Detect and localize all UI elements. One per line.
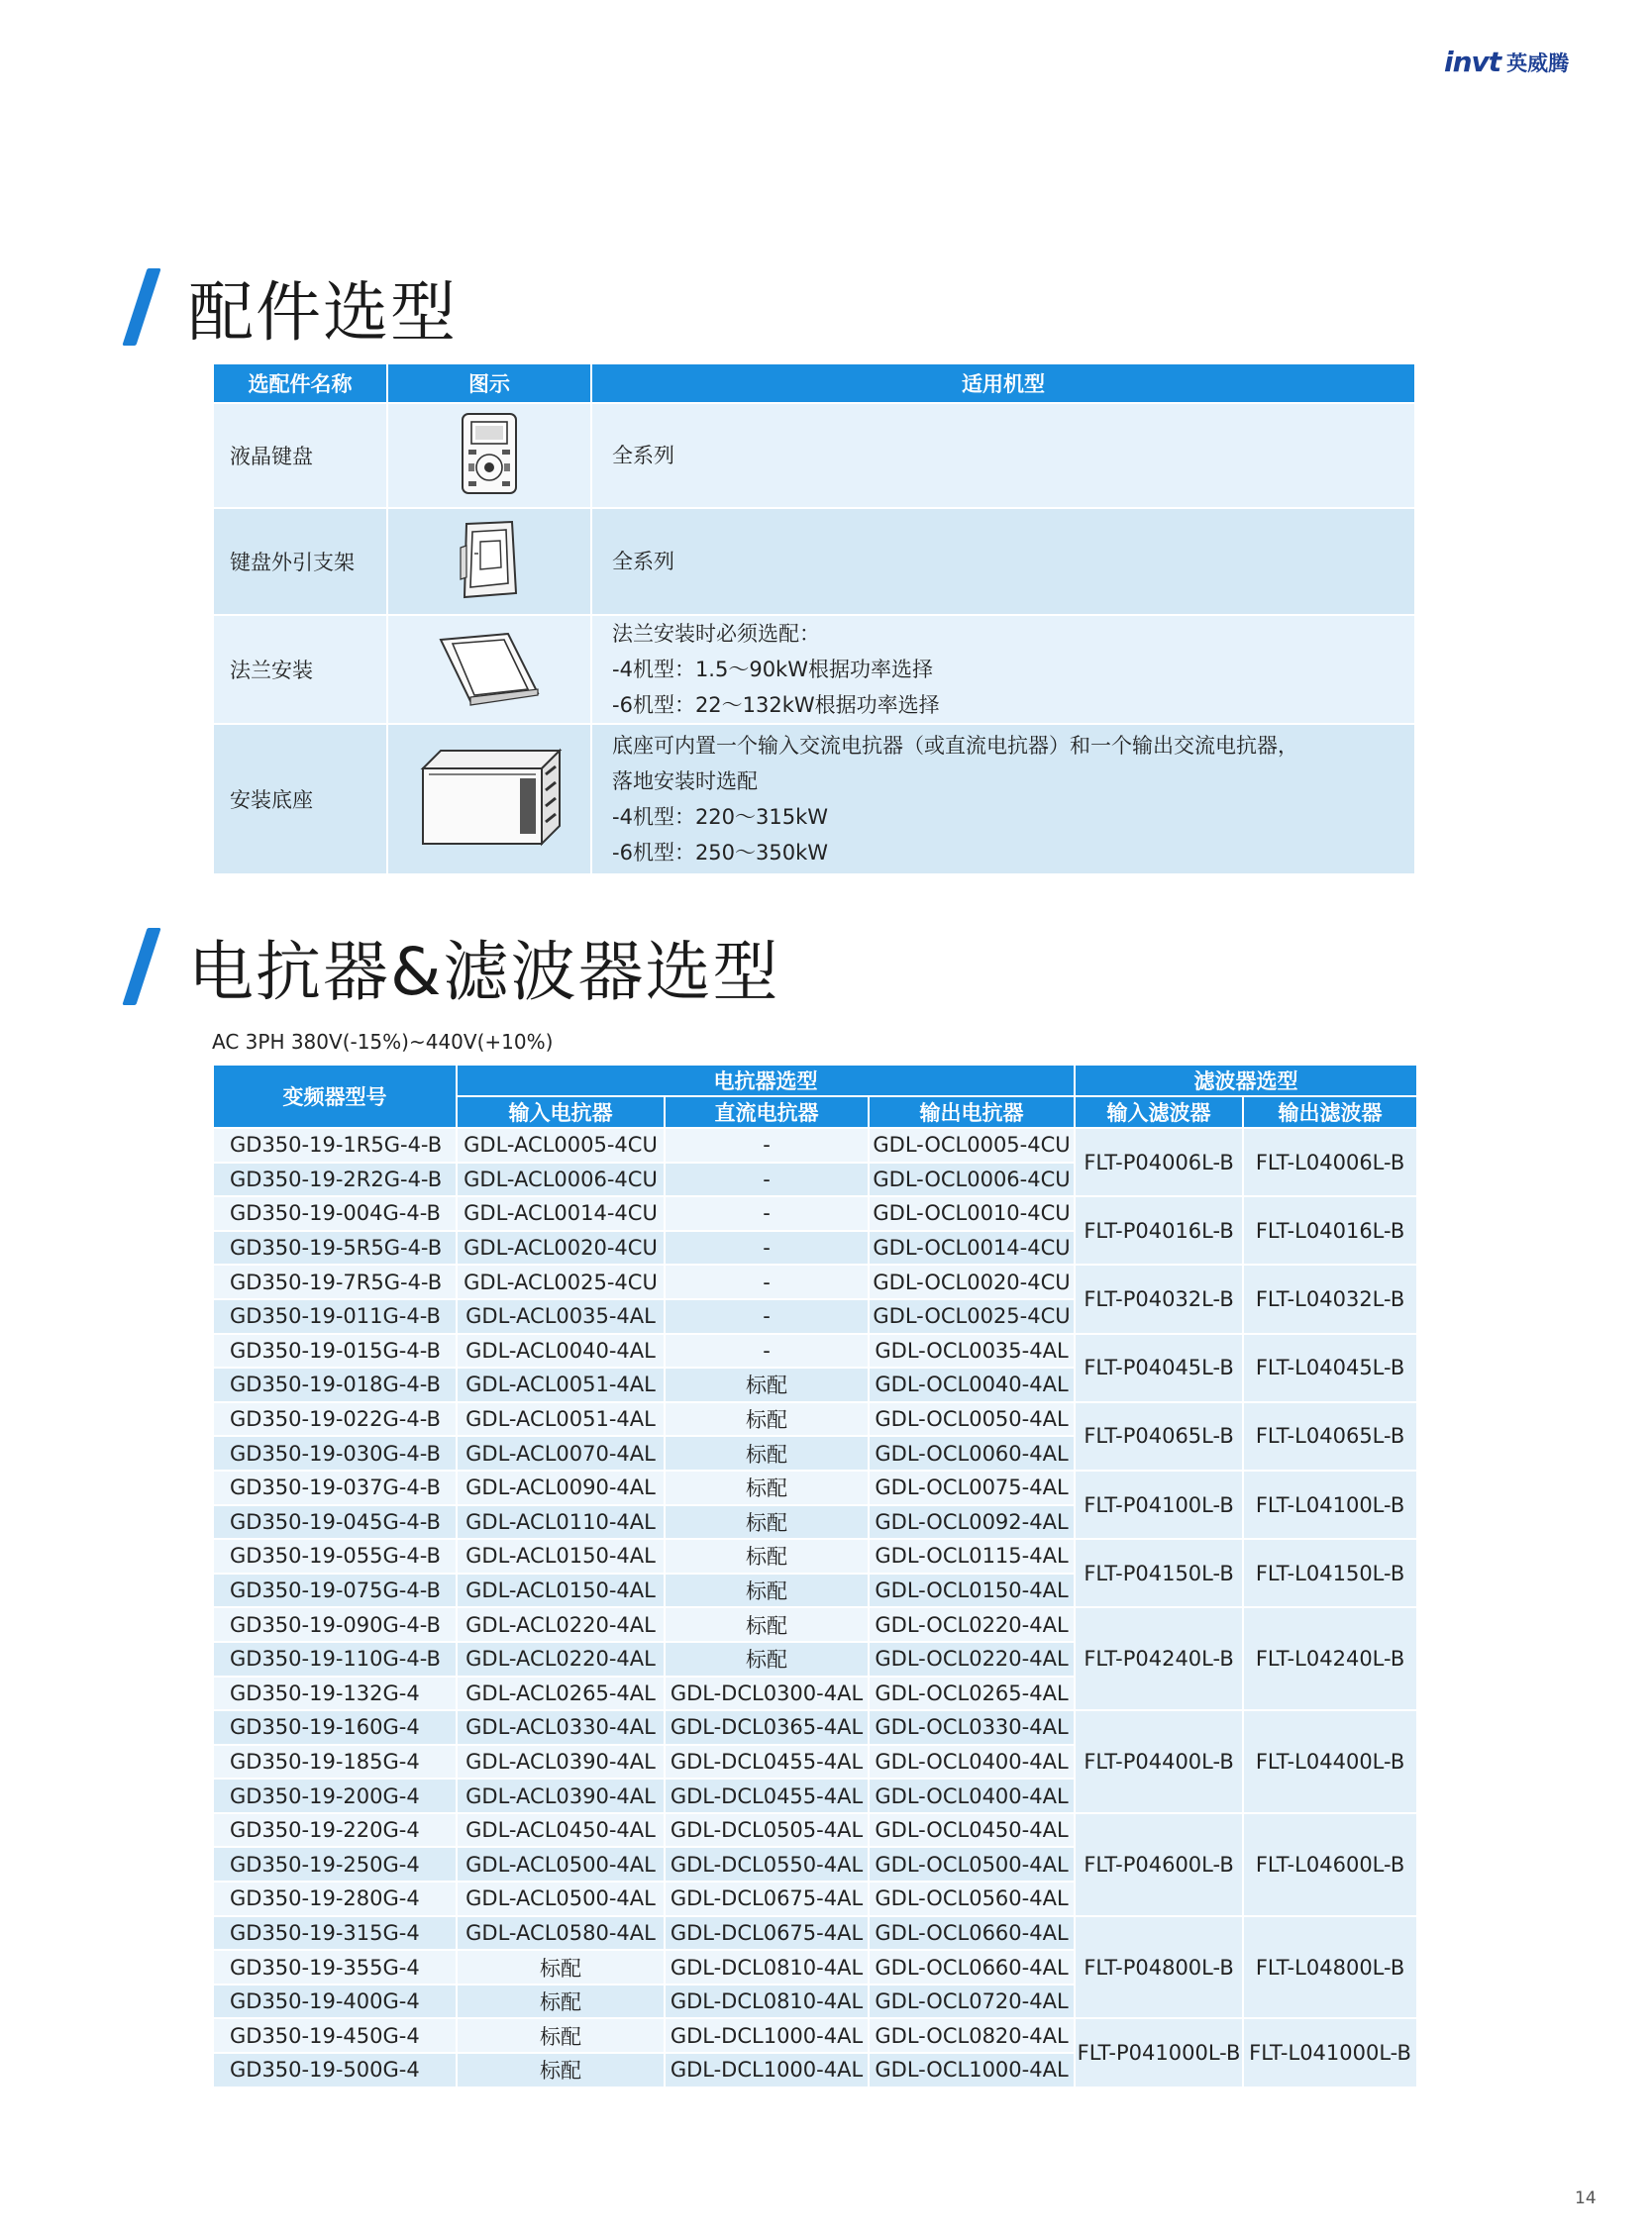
header-output-filter: 输出滤波器 [1243,1096,1417,1128]
input-filter-cell: FLT-P04045L-B [1075,1334,1243,1402]
input-filter-cell: FLT-P04400L-B [1075,1710,1243,1813]
table-row [213,615,1415,724]
input-reactor-cell: GDL-ACL0330-4AL [457,1710,665,1745]
output-filter-cell: FLT-L04150L-B [1243,1539,1417,1607]
table-row [213,1334,1417,1369]
drive-model-cell: GD350-19-110G-4-B [213,1642,457,1677]
section-heading: 电抗器&滤波器选型 [188,934,780,1010]
input-filter-cell: FLT-P04065L-B [1075,1402,1243,1471]
title-slash-decoration [122,928,160,1005]
input-reactor-cell: GDL-ACL0025-4CU [457,1265,665,1299]
applicable-models [591,403,1415,508]
output-reactor-cell: GDL-OCL0500-4AL [869,1847,1075,1882]
header-drive-model: 变频器型号 [213,1065,457,1128]
model-line: 全系列 [612,550,674,573]
model-line: 底座可内置一个输入交流电抗器（或直流电抗器）和一个输出交流电抗器， [612,734,1298,758]
input-filter-cell: FLT-P04800L-B [1075,1916,1243,2019]
input-reactor-cell: 标配 [457,1950,665,1985]
dc-reactor-cell: - [665,1196,869,1231]
output-reactor-cell: GDL-OCL0330-4AL [869,1710,1075,1745]
dc-reactor-cell: GDL-DCL0675-4AL [665,1916,869,1951]
table-row [213,1710,1417,1745]
drive-model-cell: GD350-19-030G-4-B [213,1436,457,1471]
output-reactor-cell: GDL-OCL0035-4AL [869,1334,1075,1369]
output-filter-cell: FLT-L04800L-B [1243,1916,1417,2019]
output-filter-cell: FLT-L04100L-B [1243,1471,1417,1539]
voltage-caption: AC 3PH 380V(-15%)~440V(+10%) [212,1030,554,1054]
install-base-icon [387,724,591,874]
section-title-accessories [135,259,458,354]
drive-model-cell: GD350-19-055G-4-B [213,1539,457,1574]
output-reactor-cell: GDL-OCL0220-4AL [869,1642,1075,1677]
dc-reactor-cell: GDL-DCL0365-4AL [665,1710,869,1745]
selection-rows [213,1128,1417,2087]
drive-model-cell: GD350-19-250G-4 [213,1847,457,1882]
accessory-name: 液晶键盘 [213,403,387,508]
output-reactor-cell: GDL-OCL0660-4AL [869,1916,1075,1951]
input-reactor-cell: GDL-ACL0051-4AL [457,1368,665,1402]
input-reactor-cell: GDL-ACL0020-4CU [457,1231,665,1266]
dc-reactor-cell: GDL-DCL0810-4AL [665,1985,869,2019]
table-row [213,1916,1417,1951]
drive-model-cell: GD350-19-045G-4-B [213,1505,457,1540]
dc-reactor-cell: GDL-DCL1000-4AL [665,2053,869,2087]
drive-model-cell: GD350-19-220G-4 [213,1813,457,1848]
dc-reactor-cell: 标配 [665,1402,869,1437]
dc-reactor-cell: GDL-DCL0455-4AL [665,1745,869,1780]
dc-reactor-cell: GDL-DCL0505-4AL [665,1813,869,1848]
output-reactor-cell: GDL-OCL0720-4AL [869,1985,1075,2019]
header-output-reactor: 输出电抗器 [869,1096,1075,1128]
drive-model-cell: GD350-19-1R5G-4-B [213,1128,457,1163]
output-filter-cell: FLT-L04016L-B [1243,1196,1417,1265]
output-reactor-cell: GDL-OCL0025-4CU [869,1299,1075,1334]
output-filter-cell: FLT-L04032L-B [1243,1265,1417,1333]
table-row [213,508,1415,615]
table-row [213,1128,1417,1163]
header-dc-reactor: 直流电抗器 [665,1096,869,1128]
table-row [213,1539,1417,1574]
accessory-name: 法兰安装 [213,615,387,724]
output-reactor-cell: GDL-OCL0820-4AL [869,2018,1075,2053]
output-reactor-cell: GDL-OCL1000-4AL [869,2053,1075,2087]
model-line: -6机型：22～132kW根据功率选择 [612,693,940,717]
output-reactor-cell: GDL-OCL0400-4AL [869,1745,1075,1780]
dc-reactor-cell: - [665,1265,869,1299]
output-reactor-cell: GDL-OCL0115-4AL [869,1539,1075,1574]
column-header: 图示 [387,363,591,403]
drive-model-cell: GD350-19-011G-4-B [213,1299,457,1334]
dc-reactor-cell: - [665,1299,869,1334]
input-reactor-cell: GDL-ACL0150-4AL [457,1574,665,1608]
drive-model-cell: GD350-19-185G-4 [213,1745,457,1780]
table-row [213,1607,1417,1642]
table-row [213,1265,1417,1299]
accessory-table [212,362,1416,875]
column-header: 适用机型 [591,363,1415,403]
table-row [213,2018,1417,2053]
output-reactor-cell: GDL-OCL0040-4AL [869,1368,1075,1402]
dc-reactor-cell: 标配 [665,1505,869,1540]
drive-model-cell: GD350-19-132G-4 [213,1677,457,1711]
accessory-name: 安装底座 [213,724,387,874]
output-filter-cell: FLT-L04600L-B [1243,1813,1417,1916]
input-reactor-cell: GDL-ACL0005-4CU [457,1128,665,1163]
input-reactor-cell: GDL-ACL0090-4AL [457,1471,665,1505]
dc-reactor-cell: 标配 [665,1539,869,1574]
model-line: -6机型：250～350kW [612,841,829,865]
output-reactor-cell: GDL-OCL0560-4AL [869,1882,1075,1916]
drive-model-cell: GD350-19-500G-4 [213,2053,457,2087]
dc-reactor-cell: 标配 [665,1471,869,1505]
drive-model-cell: GD350-19-075G-4-B [213,1574,457,1608]
applicable-models [591,724,1415,874]
invt-logo: invt [1444,46,1501,78]
dc-reactor-cell: - [665,1163,869,1197]
input-reactor-cell: GDL-ACL0220-4AL [457,1642,665,1677]
input-reactor-cell: GDL-ACL0390-4AL [457,1745,665,1780]
dc-reactor-cell: 标配 [665,1642,869,1677]
input-filter-cell: FLT-P04100L-B [1075,1471,1243,1539]
table-row [213,1402,1417,1437]
drive-model-cell: GD350-19-018G-4-B [213,1368,457,1402]
header-input-filter: 输入滤波器 [1075,1096,1243,1128]
input-reactor-cell: GDL-ACL0014-4CU [457,1196,665,1231]
drive-model-cell: GD350-19-090G-4-B [213,1607,457,1642]
brand-name: 英威腾 [1506,51,1570,75]
input-reactor-cell: GDL-ACL0500-4AL [457,1882,665,1916]
input-reactor-cell: GDL-ACL0500-4AL [457,1847,665,1882]
input-filter-cell: FLT-P04240L-B [1075,1607,1243,1710]
output-filter-cell: FLT-L04045L-B [1243,1334,1417,1402]
output-reactor-cell: GDL-OCL0020-4CU [869,1265,1075,1299]
dc-reactor-cell: 标配 [665,1574,869,1608]
dc-reactor-cell: - [665,1231,869,1266]
model-line: 法兰安装时必须选配： [612,622,820,646]
output-filter-cell: FLT-L04400L-B [1243,1710,1417,1813]
output-reactor-cell: GDL-OCL0265-4AL [869,1677,1075,1711]
drive-model-cell: GD350-19-400G-4 [213,1985,457,2019]
output-filter-cell: FLT-L041000L-B [1243,2018,1417,2087]
input-reactor-cell: GDL-ACL0070-4AL [457,1436,665,1471]
dc-reactor-cell: GDL-DCL0675-4AL [665,1882,869,1916]
lcd-keypad-icon [387,403,591,508]
table-row [213,1471,1417,1505]
page-number: 14 [1575,2189,1597,2208]
table-row [213,724,1415,874]
dc-reactor-cell: GDL-DCL0550-4AL [665,1847,869,1882]
dc-reactor-cell: GDL-DCL1000-4AL [665,2018,869,2053]
drive-model-cell: GD350-19-015G-4-B [213,1334,457,1369]
drive-model-cell: GD350-19-2R2G-4-B [213,1163,457,1197]
title-slash-decoration [122,268,160,346]
output-reactor-cell: GDL-OCL0450-4AL [869,1813,1075,1848]
output-reactor-cell: GDL-OCL0220-4AL [869,1607,1075,1642]
dc-reactor-cell: 标配 [665,1368,869,1402]
dc-reactor-cell: GDL-DCL0810-4AL [665,1950,869,1985]
input-reactor-cell: GDL-ACL0390-4AL [457,1779,665,1813]
output-reactor-cell: GDL-OCL0660-4AL [869,1950,1075,1985]
input-reactor-cell: GDL-ACL0040-4AL [457,1334,665,1369]
output-reactor-cell: GDL-OCL0014-4CU [869,1231,1075,1266]
input-filter-cell: FLT-P041000L-B [1075,2018,1243,2087]
input-reactor-cell: GDL-ACL0220-4AL [457,1607,665,1642]
drive-model-cell: GD350-19-5R5G-4-B [213,1231,457,1266]
output-reactor-cell: GDL-OCL0400-4AL [869,1779,1075,1813]
input-reactor-cell: 标配 [457,1985,665,2019]
model-line: -4机型：220～315kW [612,805,829,829]
drive-model-cell: GD350-19-7R5G-4-B [213,1265,457,1299]
output-reactor-cell: GDL-OCL0010-4CU [869,1196,1075,1231]
drive-model-cell: GD350-19-280G-4 [213,1882,457,1916]
dc-reactor-cell: 标配 [665,1436,869,1471]
input-reactor-cell: GDL-ACL0150-4AL [457,1539,665,1574]
drive-model-cell: GD350-19-004G-4-B [213,1196,457,1231]
output-reactor-cell: GDL-OCL0092-4AL [869,1505,1075,1540]
drive-model-cell: GD350-19-315G-4 [213,1916,457,1951]
output-filter-cell: FLT-L04065L-B [1243,1402,1417,1471]
input-reactor-cell: GDL-ACL0051-4AL [457,1402,665,1437]
output-filter-cell: FLT-L04240L-B [1243,1607,1417,1710]
input-reactor-cell: GDL-ACL0450-4AL [457,1813,665,1848]
output-reactor-cell: GDL-OCL0005-4CU [869,1128,1075,1163]
dc-reactor-cell: 标配 [665,1607,869,1642]
keypad-bracket-icon [387,508,591,615]
flange-plate-icon [387,615,591,724]
output-reactor-cell: GDL-OCL0006-4CU [869,1163,1075,1197]
input-reactor-cell: GDL-ACL0110-4AL [457,1505,665,1540]
reactor-filter-table [212,1064,1418,2088]
applicable-models [591,508,1415,615]
input-reactor-cell: GDL-ACL0006-4CU [457,1163,665,1197]
header-input-reactor: 输入电抗器 [457,1096,665,1128]
input-reactor-cell: 标配 [457,2053,665,2087]
applicable-models [591,615,1415,724]
column-header: 选配件名称 [213,363,387,403]
dc-reactor-cell: GDL-DCL0455-4AL [665,1779,869,1813]
drive-model-cell: GD350-19-200G-4 [213,1779,457,1813]
input-filter-cell: FLT-P04016L-B [1075,1196,1243,1265]
dc-reactor-cell: - [665,1128,869,1163]
drive-model-cell: GD350-19-037G-4-B [213,1471,457,1505]
section-heading: 配件选型 [188,274,458,351]
model-line: 落地安装时选配 [612,769,758,793]
input-filter-cell: FLT-P04150L-B [1075,1539,1243,1607]
dc-reactor-cell: GDL-DCL0300-4AL [665,1677,869,1711]
model-line: -4机型：1.5～90kW根据功率选择 [612,658,933,681]
input-reactor-cell: GDL-ACL0265-4AL [457,1677,665,1711]
dc-reactor-cell: - [665,1334,869,1369]
drive-model-cell: GD350-19-450G-4 [213,2018,457,2053]
output-reactor-cell: GDL-OCL0075-4AL [869,1471,1075,1505]
table-row [213,1196,1417,1231]
output-reactor-cell: GDL-OCL0050-4AL [869,1402,1075,1437]
brand-logo [1444,46,1569,78]
output-reactor-cell: GDL-OCL0060-4AL [869,1436,1075,1471]
table-row [213,1813,1417,1848]
table-row [213,403,1415,508]
model-line: 全系列 [612,444,674,467]
input-filter-cell: FLT-P04006L-B [1075,1128,1243,1196]
header-filter-selection: 滤波器选型 [1075,1065,1417,1096]
output-filter-cell: FLT-L04006L-B [1243,1128,1417,1196]
section-title-reactor-filter [135,919,779,1013]
input-filter-cell: FLT-P04600L-B [1075,1813,1243,1916]
input-filter-cell: FLT-P04032L-B [1075,1265,1243,1333]
drive-model-cell: GD350-19-355G-4 [213,1950,457,1985]
accessory-name: 键盘外引支架 [213,508,387,615]
header-reactor-selection: 电抗器选型 [457,1065,1075,1096]
drive-model-cell: GD350-19-160G-4 [213,1710,457,1745]
drive-model-cell: GD350-19-022G-4-B [213,1402,457,1437]
input-reactor-cell: GDL-ACL0580-4AL [457,1916,665,1951]
output-reactor-cell: GDL-OCL0150-4AL [869,1574,1075,1608]
input-reactor-cell: GDL-ACL0035-4AL [457,1299,665,1334]
input-reactor-cell: 标配 [457,2018,665,2053]
